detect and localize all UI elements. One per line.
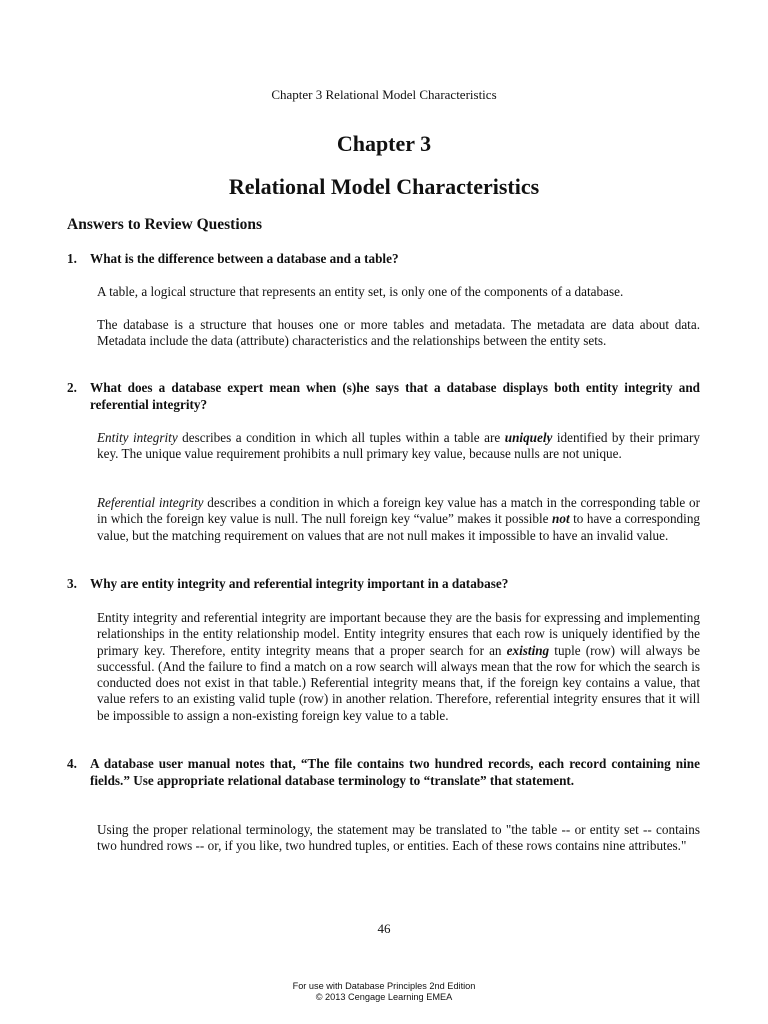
- question-1: [67, 251, 700, 268]
- answer-paragraph: Using the proper relational terminology, the statement may be translated to "the table -- or entity set -- contains two hundred rows -- or, if you like, two hundred tuples, or entities. Each of these rows contains nine attributes.": [97, 822, 700, 854]
- chapter-title: Relational Model Characteristics: [228, 174, 540, 199]
- running-header: Chapter 3 Relational Model Characteristics: [271, 87, 497, 102]
- answer-paragraph: A table, a logical structure that represents an entity set, is only one of the components of a database.: [97, 284, 624, 299]
- question-text: What is the difference between a database and a table?: [90, 251, 399, 266]
- question-text: Why are entity integrity and referential integrity important in a database?: [90, 576, 509, 591]
- term-entity-integrity: Entity integrity: [97, 430, 178, 445]
- footer-line-1: For use with Database Principles 2nd Edition: [292, 981, 476, 991]
- emphasis-existing: existing: [506, 642, 550, 658]
- footer: [0, 981, 768, 1003]
- question-4: [67, 756, 700, 789]
- question-number: 4.: [67, 756, 77, 771]
- answer-paragraph-entity-integrity: Entity integrity describes a condition in which all tuples within a table are uniquely identified by their primary key. The unique value requirement prohibits a null primary key value, because nulls are not unique.: [97, 430, 700, 462]
- question-2: [67, 380, 700, 413]
- question-number: 3.: [67, 576, 77, 591]
- question-3: [67, 576, 700, 593]
- question-number: 1.: [67, 251, 77, 266]
- chapter-number: Chapter 3: [336, 131, 432, 156]
- answer-paragraph: The database is a structure that houses one or more tables and metadata. The metadata are data about data. Metadata include the data (attribute) characteristics and the relationships between the entity sets.: [97, 317, 700, 349]
- emphasis-uniquely: uniquely: [504, 430, 553, 445]
- term-referential-integrity: Referential integrity: [97, 495, 204, 510]
- answer-paragraph: Entity integrity and referential integrity are important because they are the basis for expressing and implementing relationships in the entity relationship model. Entity integrity ensures that each row is uniquely identified by the primary key. Therefore, entity integrity means that a proper search for an existing tuple (row) will always be successful. (And the failure to find a match on a row search will always mean that the row for which the search is conducted does not exist in that table.) Referential integrity means that, if the foreign key contains a value, that value refers to an existing valid tuple (row) in another relation. Therefore, referential integrity ensures that it will be impossible to assign a non-existing foreign key value to a table.: [97, 610, 700, 723]
- footer-copyright: © 2013 Cengage Learning EMEA: [315, 992, 453, 1002]
- question-text: A database user manual notes that, “The file contains two hundred records, each record containing nine fields.” Use appropriate relational database terminology to “translate” that statement.: [90, 756, 700, 788]
- question-text: What does a database expert mean when (s)he says that a database displays both entity integrity and referential integrity?: [90, 380, 700, 412]
- page-number: 46: [377, 921, 391, 936]
- emphasis-not: not: [552, 511, 570, 527]
- question-number: 2.: [67, 380, 77, 395]
- section-heading: Answers to Review Questions: [67, 216, 263, 233]
- answer-paragraph-referential-integrity: Referential integrity describes a condition in which a foreign key value has a match in the corresponding table or in which the foreign key value is null. The null foreign key “value” makes it possible not to have a corresponding value, but the matching requirement on values that are not null makes it impossible to have an invalid value.: [97, 495, 701, 543]
